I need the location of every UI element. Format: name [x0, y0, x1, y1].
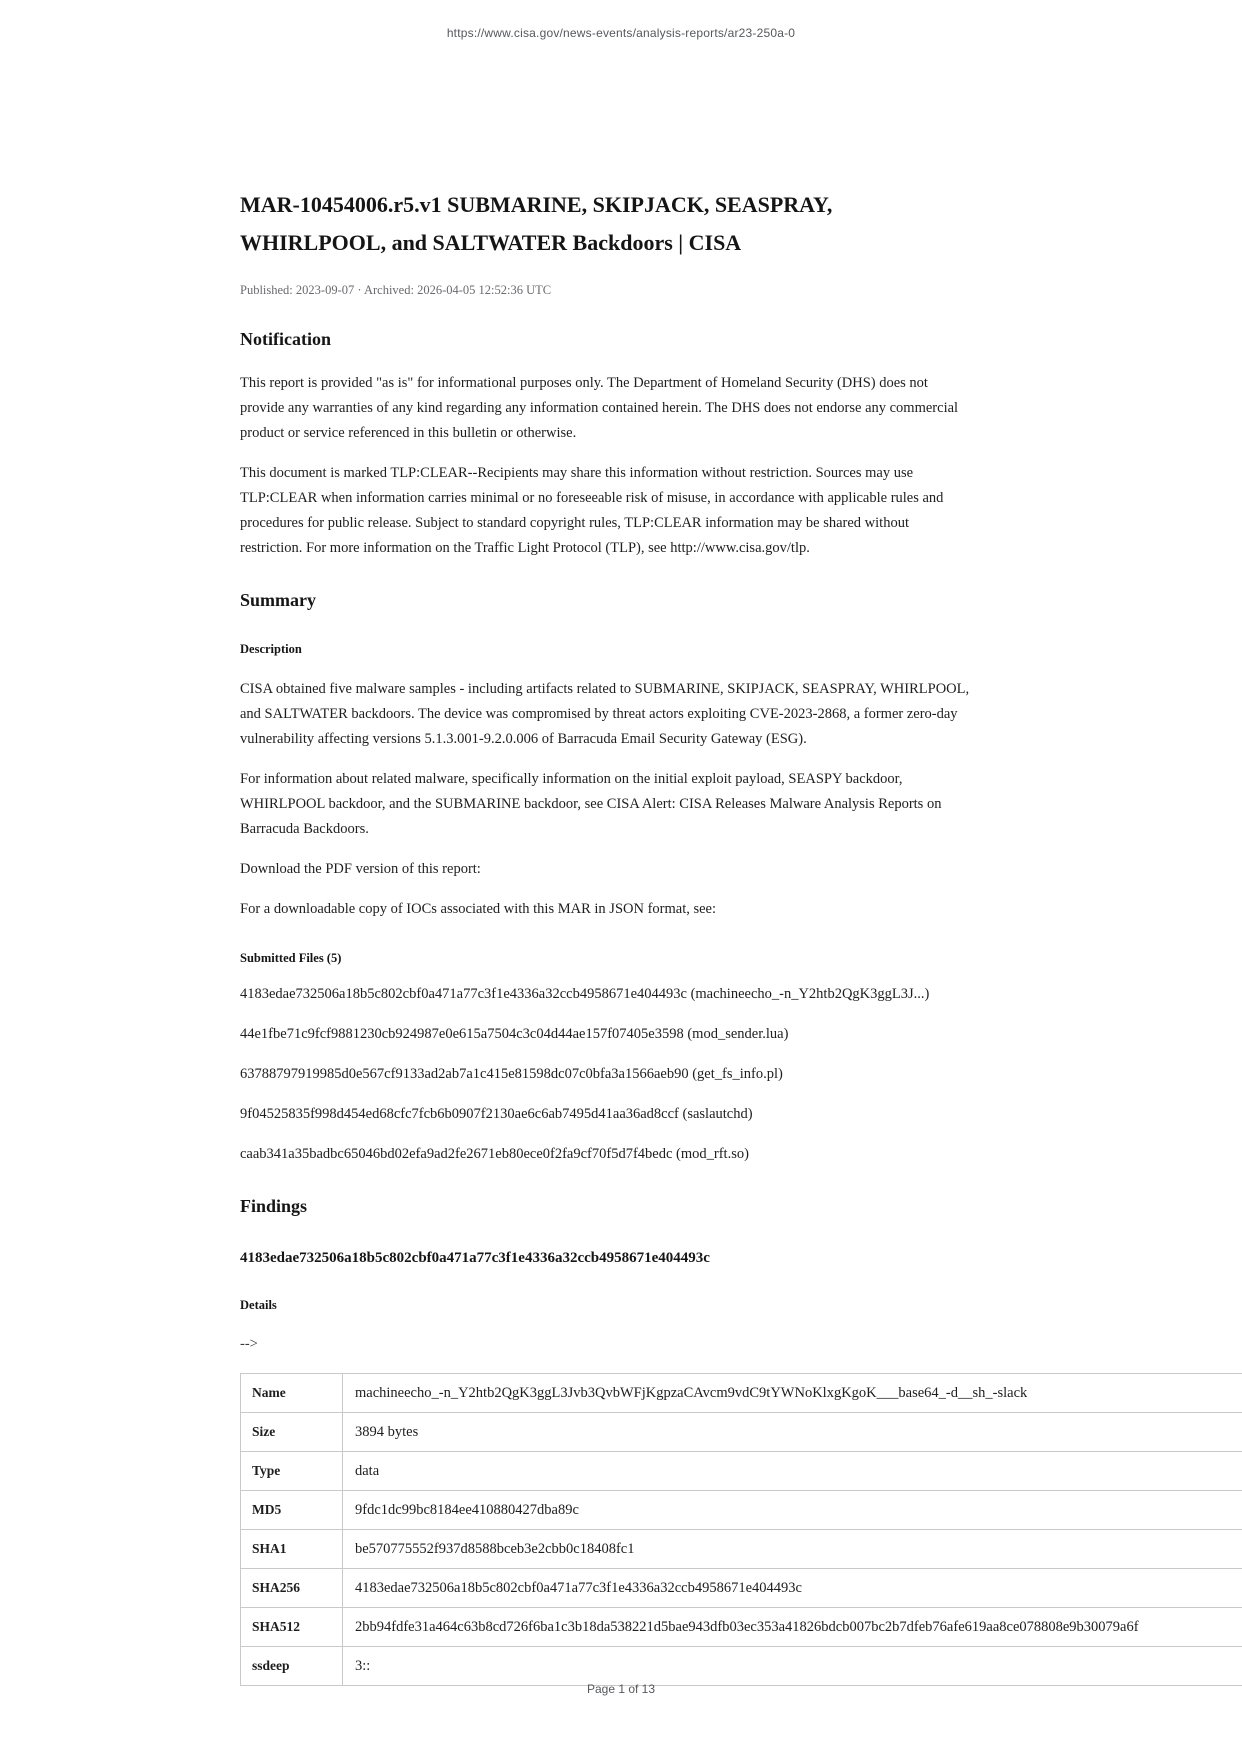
- row-value: 2bb94fdfe31a464c63b8cd726f6ba1c3b18da538221d5bae943dfb03ec353a41826bdcb007bc2b7dfeb76afe619aa8ce078808e9b30079a6f: [343, 1608, 1242, 1647]
- publish-meta: Published: 2023-09-07 · Archived: 2026-04-05 12:52:36 UTC: [240, 283, 552, 297]
- report-content: [240, 0, 1242, 1686]
- findings-heading: Findings: [240, 1196, 308, 1216]
- notification-paragraph: This document is marked TLP:CLEAR--Recipients may share this information without restriction. Sources may use TLP:CLEAR when information carries minimal or no foreseeable risk of misuse, in accordance with applicable rules and procedures for public release. Subject to standard copyright rules, TLP:CLEAR information may be shared without restriction. For more information on the Traffic Light Protocol (TLP), see http://www.cisa.gov/tlp.: [240, 465, 944, 556]
- table-row: [241, 1530, 1242, 1569]
- submitted-file-item: 9f04525835f998d454ed68cfc7fcb6b0907f2130ae6c6ab7495d41aa36ad8ccf (saslautchd): [240, 1106, 753, 1122]
- submitted-file-item: 4183edae732506a18b5c802cbf0a471a77c3f1e4336a32ccb4958671e404493c (machineecho_-n_Y2htb2QgK3ggL3J...): [240, 986, 930, 1002]
- page-header-url: https://www.cisa.gov/news-events/analysis-reports/ar23-250a-0: [446, 26, 796, 40]
- comment-marker-text: -->: [240, 1336, 258, 1352]
- row-value: 3::: [343, 1647, 1242, 1686]
- row-value: 3894 bytes: [343, 1413, 1242, 1452]
- table-row: [241, 1374, 1242, 1413]
- summary-heading: Summary: [240, 590, 316, 610]
- summary-paragraph: Download the PDF version of this report:: [240, 861, 481, 877]
- summary-paragraph: For information about related malware, specifically information on the initial exploit payload, SEASPY backdoor, WHIRLPOOL backdoor, and the SUBMARINE backdoor, see CISA Alert: CISA Releases Malware Analysis Reports on Barracuda Backdoors.: [240, 771, 942, 837]
- row-value: machineecho_-n_Y2htb2QgK3ggL3Jvb3QvbWFjKgpzaCAvcm9vdC9tYWNoKlxgKgoK___base64_-d__sh_-slack: [343, 1374, 1242, 1413]
- table-row: [241, 1608, 1242, 1647]
- row-label: ssdeep: [241, 1647, 343, 1686]
- table-row: [241, 1491, 1242, 1530]
- article-title: MAR-10454006.r5.v1 SUBMARINE, SKIPJACK, SEASPRAY, WHIRLPOOL, and SALTWATER Backdoors | CISA: [240, 192, 833, 255]
- summary-paragraph: CISA obtained five malware samples - including artifacts related to SUBMARINE, SKIPJACK, SEASPRAY, WHIRLPOOL, and SALTWATER backdoors. The device was compromised by threat actors exploiting CVE-2023-2868, a former zero-day vulnerability affecting versions 5.1.3.001-9.2.0.006 of Barracuda Email Security Gateway (ESG).: [240, 681, 970, 747]
- page-footer: Page 1 of 13: [586, 1682, 656, 1696]
- table-row: [241, 1413, 1242, 1452]
- table-row: [241, 1647, 1242, 1686]
- row-label: Name: [241, 1374, 343, 1413]
- notification-heading: Notification: [240, 329, 331, 349]
- row-label: Type: [241, 1452, 343, 1491]
- details-table: [240, 1373, 1242, 1686]
- summary-paragraph: For a downloadable copy of IOCs associated with this MAR in JSON format, see:: [240, 901, 717, 917]
- details-heading: Details: [240, 1298, 277, 1312]
- row-value: 9fdc1dc99bc8184ee410880427dba89c: [343, 1491, 1242, 1530]
- row-value: data: [343, 1452, 1242, 1491]
- submitted-file-item: 44e1fbe71c9fcf9881230cb924987e0e615a7504c3c04d44ae157f07405e3598 (mod_sender.lua): [240, 1026, 789, 1042]
- submitted-file-item: caab341a35badbc65046bd02efa9ad2fe2671eb80ece0f2fa9cf70f5d7f4bedc (mod_rft.so): [240, 1146, 749, 1162]
- row-label: Size: [241, 1413, 343, 1452]
- row-label: SHA256: [241, 1569, 343, 1608]
- table-row: [241, 1452, 1242, 1491]
- row-label: SHA1: [241, 1530, 343, 1569]
- notification-paragraph: This report is provided "as is" for informational purposes only. The Department of Homeland Security (DHS) does not provide any warranties of any kind regarding any information contained herein. The DHS does not endorse any commercial product or service referenced in this bulletin or otherwise.: [240, 375, 959, 441]
- row-label: SHA512: [241, 1608, 343, 1647]
- finding-file-hash-heading: 4183edae732506a18b5c802cbf0a471a77c3f1e4336a32ccb4958671e404493c: [240, 1250, 710, 1266]
- submitted-file-item: 63788797919985d0e567cf9133ad2ab7a1c415e81598dc07c0bfa3a1566aeb90 (get_fs_info.pl): [240, 1066, 783, 1082]
- row-value: 4183edae732506a18b5c802cbf0a471a77c3f1e4336a32ccb4958671e404493c: [343, 1569, 1242, 1608]
- submitted-files-heading: Submitted Files (5): [240, 951, 342, 965]
- row-label: MD5: [241, 1491, 343, 1530]
- table-row: [241, 1569, 1242, 1608]
- row-value: be570775552f937d8588bceb3e2cbb0c18408fc1: [343, 1530, 1242, 1569]
- description-heading: Description: [240, 642, 302, 656]
